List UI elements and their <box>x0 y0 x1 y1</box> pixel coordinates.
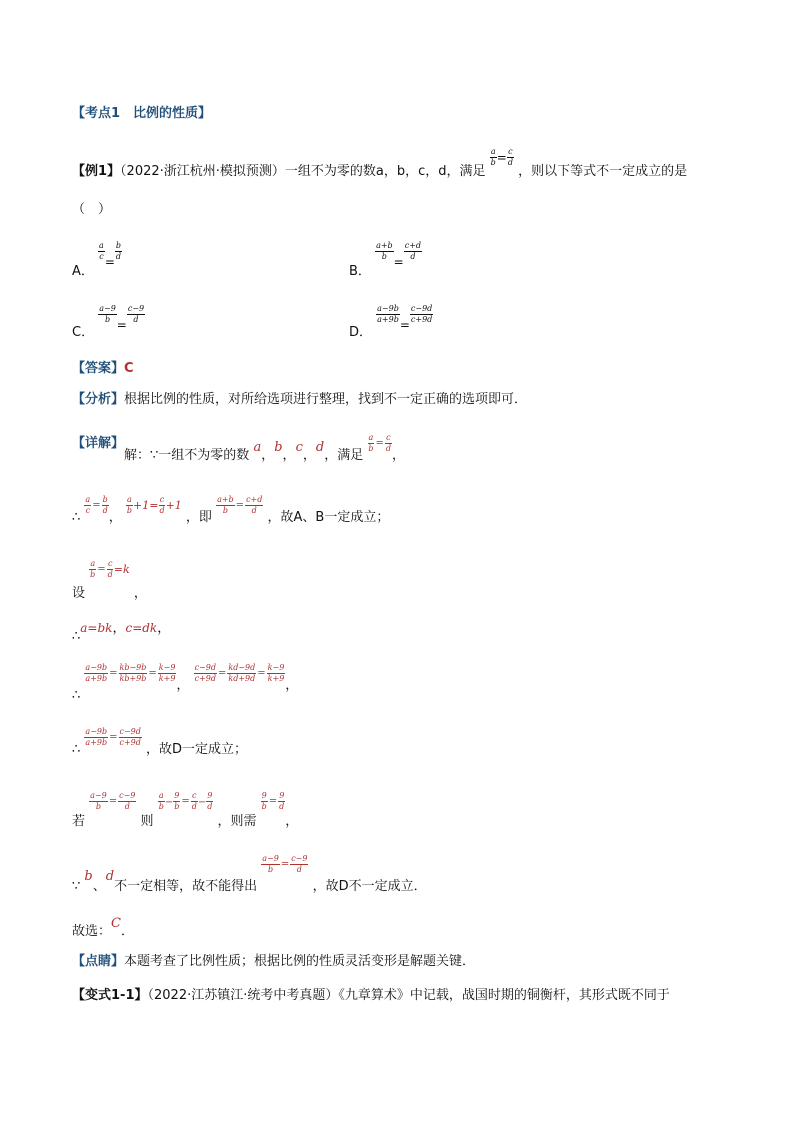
therefore-sign-2: ∴ <box>72 629 81 644</box>
variant-text: 《九章算术》中记载，战国时期的铜衡杆，其形式既不同于 <box>338 988 670 1003</box>
detail-l1-a: 解：∵一组不为零的数 <box>124 448 250 463</box>
variant-label: 【变式1-1】 <box>72 988 148 1003</box>
option-b[interactable]: B． $\frac{a+b}{b}$ = $\frac{c+d}{d}$ <box>349 241 422 279</box>
option-b-label: B． <box>349 264 371 279</box>
answer-value: C <box>124 361 134 376</box>
detail-line-1: 【详解】解：∵一组不为零的数 a，b，c，d，满足 $\frac{a}{b}$ = $\frac{c}{d}$ ， <box>72 433 405 463</box>
therefore-sign-3: ∴ <box>72 688 81 703</box>
example-stem-b: ，则以下等式不一定成立的是 <box>518 164 688 179</box>
detail-line-6: ∴ $\frac{a-9b}{a+9b}$ = $\frac{c-9d}{c+9d}$ ，故D一定成立； <box>72 727 248 757</box>
choose-value: C <box>111 916 121 931</box>
example-stem-a: 一组不为零的数a，b，c，d，满足 <box>284 164 486 179</box>
option-a[interactable]: A． $\frac{a}{c}$ = $\frac{b}{d}$ <box>72 241 122 279</box>
detail-line-7: 若 $\frac{a-9}{b}$ = $\frac{c-9}{d}$ 则 $\frac{a}{b}$ − $\frac{9}{b}$ = $\frac{c}{d}$ − $\frac{9}{d}$ ，则需 $\frac{9}{b}$ = $\frac{9}{d}$ ， <box>72 791 299 829</box>
answer-line <box>72 357 134 376</box>
therefore-sign: ∴ <box>72 510 81 525</box>
option-d-label: D． <box>349 325 373 340</box>
detail-line-3: 设 $\frac{a}{b}$ = $\frac{c}{d}$ =k ， <box>72 559 147 601</box>
comment-text: 本题考查了比例性质；根据比例的性质灵活变形是解题关键． <box>124 954 476 969</box>
detail-l8-b: ，故D不一定成立． <box>312 879 427 894</box>
answer-blank: （ ） <box>72 202 112 217</box>
because-sign: ∵ <box>72 879 81 894</box>
option-c[interactable]: C． $\frac{a-9}{b}$ = $\frac{c-9}{d}$ <box>72 304 145 340</box>
example-label: 【例1】 <box>72 164 121 179</box>
detail-line-4: ∴a=bk，c=dk， <box>72 621 171 644</box>
analysis-line <box>72 388 527 407</box>
detail-l7-ze: 则 <box>140 814 154 829</box>
variant-source: （2022·江苏镇江·统考中考真题） <box>147 988 339 1003</box>
answer-label: 【答案】 <box>72 361 125 376</box>
detail-l6-end: ，故D一定成立； <box>146 742 248 757</box>
detail-l8-a: 不一定相等，故不能得出 <box>114 879 258 894</box>
condition-formula: $\frac{a}{b}$ = $\frac{c}{d}$ <box>490 147 513 167</box>
choose-line: 故选：C． <box>72 916 134 939</box>
option-a-label: A． <box>72 264 94 279</box>
therefore-sign-4: ∴ <box>72 742 81 757</box>
comment-line <box>72 950 475 969</box>
choose-label: 故选： <box>72 924 112 939</box>
detail-l1-b: ，满足 <box>324 448 364 463</box>
analysis-text: 根据比例的性质，对所给选项进行整理，找到不一定正确的选项即可． <box>124 392 528 407</box>
detail-l7-xu: ，则需 <box>217 814 257 829</box>
detail-l2-end: ，故A、B一定成立； <box>267 510 390 525</box>
detail-label: 【详解】 <box>72 436 125 451</box>
detail-l7-ruo: 若 <box>72 814 86 829</box>
section-title: 【考点1 比例的性质】 <box>72 106 212 121</box>
analysis-label: 【分析】 <box>72 392 125 407</box>
detail-l3-she: 设 <box>72 586 86 601</box>
example-source: （2022·浙江杭州·模拟预测） <box>120 164 285 179</box>
comment-label: 【点睛】 <box>72 954 125 969</box>
variant-line <box>72 984 670 1003</box>
detail-l2-mid: ，即 <box>185 510 212 525</box>
example-stem <box>72 147 688 181</box>
detail-line-8: ∵ b、d不一定相等，故不能得出 $\frac{a-9}{b}$ = $\frac{c-9}{d}$ ，故D不一定成立． <box>72 854 427 894</box>
option-d[interactable]: D． $\frac{a-9b}{a+9b}$ = $\frac{c-9d}{c+9d}$ <box>349 304 433 340</box>
detail-line-5: ∴ $\frac{a-9b}{a+9b}$ = $\frac{kb-9b}{kb+9b}$ = $\frac{k-9}{k+9}$ ， $\frac{c-9d}{c+9d}$ = $\frac{kd-9d}{kd+9d}$ = $\frac{k-9}{k+9}$ ， <box>72 663 299 703</box>
detail-line-2: ∴ $\frac{a}{c}$ = $\frac{b}{d}$ ， $\frac{a}{b}$ +1= $\frac{c}{d}$ +1 ，即 $\frac{a+b}{b}$ = $\frac{c+d}{d}$ ，故A、B一定成立； <box>72 495 390 525</box>
option-c-label: C． <box>72 325 95 340</box>
